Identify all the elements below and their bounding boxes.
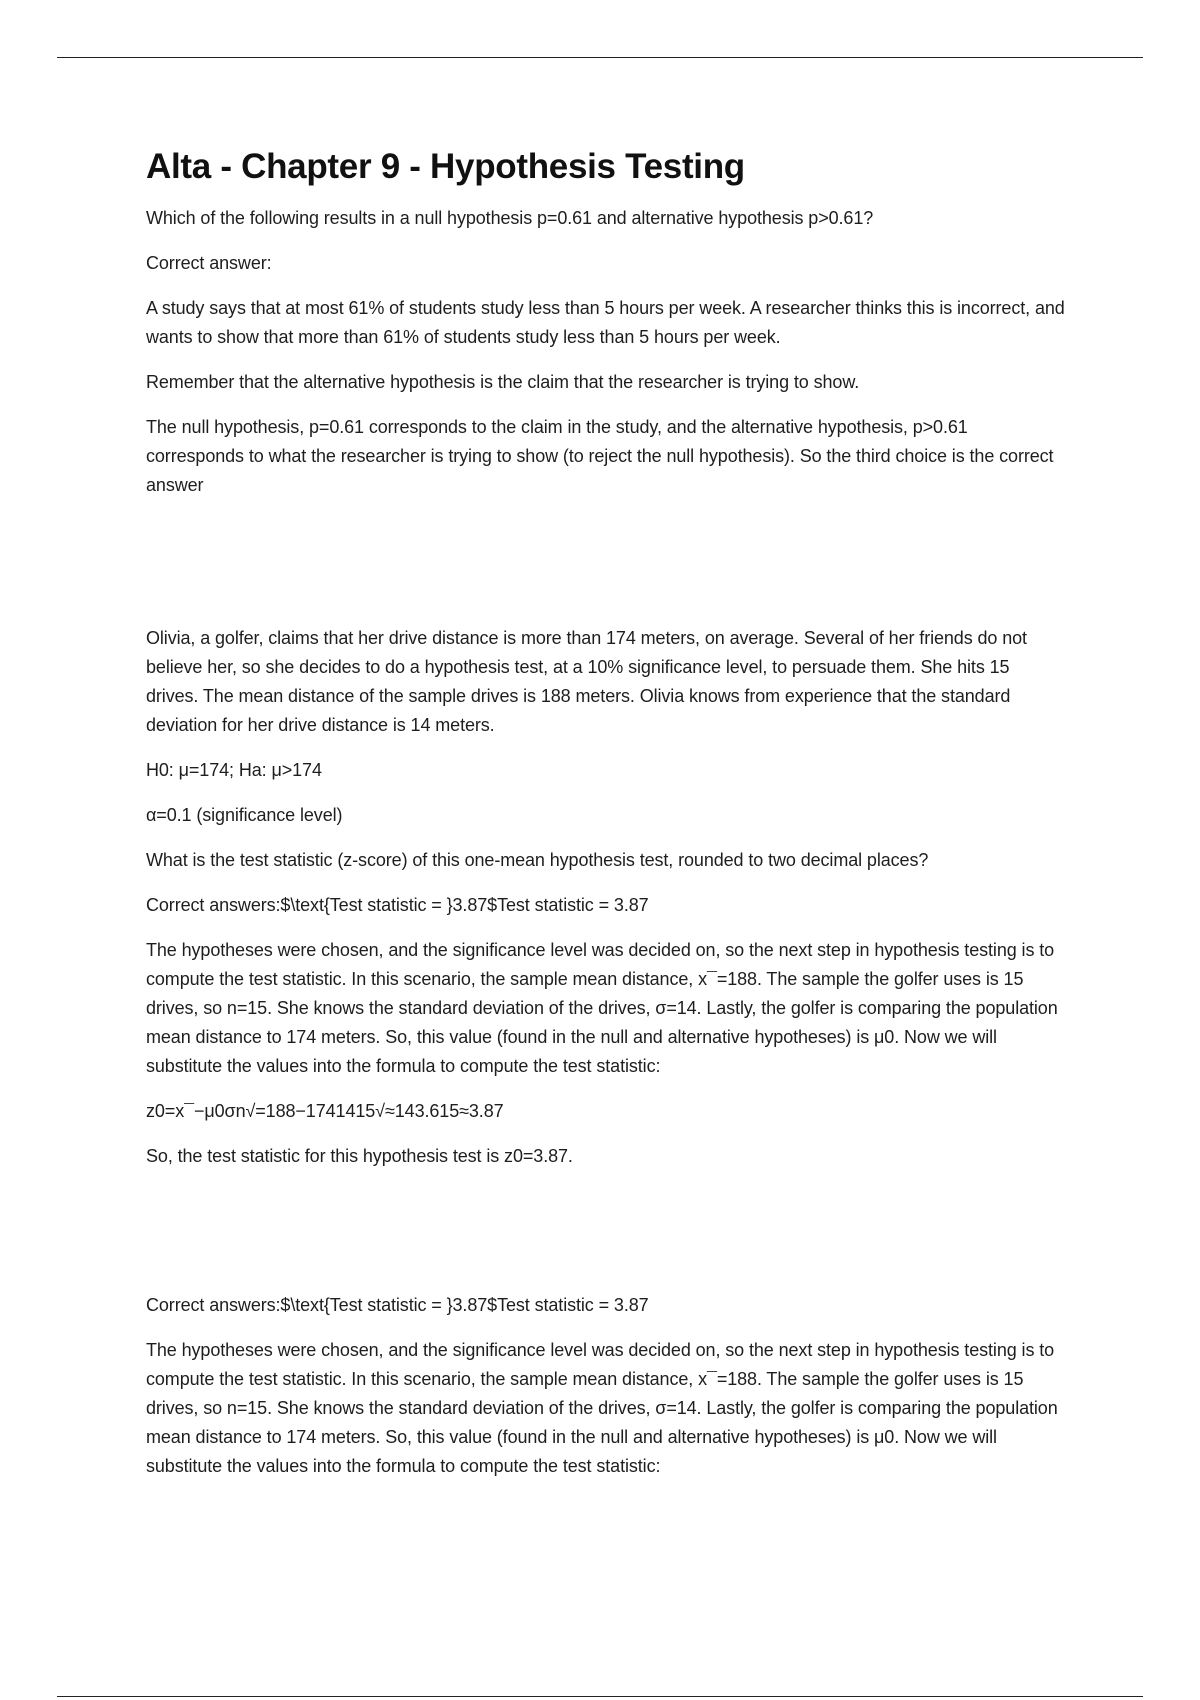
document-title: Alta - Chapter 9 - Hypothesis Testing — [146, 147, 745, 186]
correct-answer-label: Correct answer: — [146, 253, 272, 273]
section-spacer — [146, 1187, 1066, 1291]
alpha-2: α=0.1 (significance level) — [146, 805, 343, 825]
conclusion-2: So, the test statistic for this hypothesis test is z0=3.87. — [146, 1146, 573, 1166]
reminder-1: Remember that the alternative hypothesis is the claim that the researcher is trying to show. — [146, 372, 860, 392]
explanation-1: The null hypothesis, p=0.61 corresponds to the claim in the study, and the alternative hypothesis, p>0.61 corresponds to what the researcher is trying to show (to reject the null hypothesis). So the third choice is the correct answer — [146, 417, 1054, 495]
formula-2: z0=x¯−μ0σn√=188−1741415√≈143.615≈3.87 — [146, 1101, 504, 1121]
answer-1: A study says that at most 61% of students study less than 5 hours per week. A researcher thinks this is incorrect, and wants to show that more than 61% of students study less than 5 hours per week. — [146, 298, 1065, 347]
top-rule — [57, 57, 1143, 58]
document-body — [146, 142, 1066, 1497]
scenario-2: Olivia, a golfer, claims that her drive distance is more than 174 meters, on average. Several of her friends do not believe her, so she decides to do a hypothesis test, at a 10% significance level, to persuade them. She hits 15 drives. The mean distance of the sample drives is 188 meters. Olivia knows from experience that the standard deviation for her drive distance is 14 meters. — [146, 628, 1027, 735]
explanation-2: The hypotheses were chosen, and the significance level was decided on, so the next step in hypothesis testing is to compute the test statistic. In this scenario, the sample mean distance, x¯=188. The sample the golfer uses is 15 drives, so n=15. She knows the standard deviation of the drives, σ=14. Lastly, the golfer is comparing the population mean distance to 174 meters. So, this value (found in the null and alternative hypotheses) is μ0. Now we will substitute the values into the formula to compute the test statistic: — [146, 940, 1058, 1076]
hypotheses-2: H0: μ=174; Ha: μ>174 — [146, 760, 322, 780]
section-spacer — [146, 516, 1066, 624]
correct-answers-2: Correct answers:$\text{Test statistic = }3.87$Test statistic = 3.87 — [146, 895, 649, 915]
correct-answers-3: Correct answers:$\text{Test statistic = }3.87$Test statistic = 3.87 — [146, 1295, 649, 1315]
bottom-rule — [57, 1696, 1143, 1697]
explanation-3: The hypotheses were chosen, and the significance level was decided on, so the next step in hypothesis testing is to compute the test statistic. In this scenario, the sample mean distance, x¯=188. The sample the golfer uses is 15 drives, so n=15. She knows the standard deviation of the drives, σ=14. Lastly, the golfer is comparing the population mean distance to 174 meters. So, this value (found in the null and alternative hypotheses) is μ0. Now we will substitute the values into the formula to compute the test statistic: — [146, 1340, 1058, 1476]
question-2: What is the test statistic (z-score) of this one-mean hypothesis test, rounded to two decimal places? — [146, 850, 929, 870]
question-1: Which of the following results in a null hypothesis p=0.61 and alternative hypothesis p>0.61? — [146, 208, 874, 228]
